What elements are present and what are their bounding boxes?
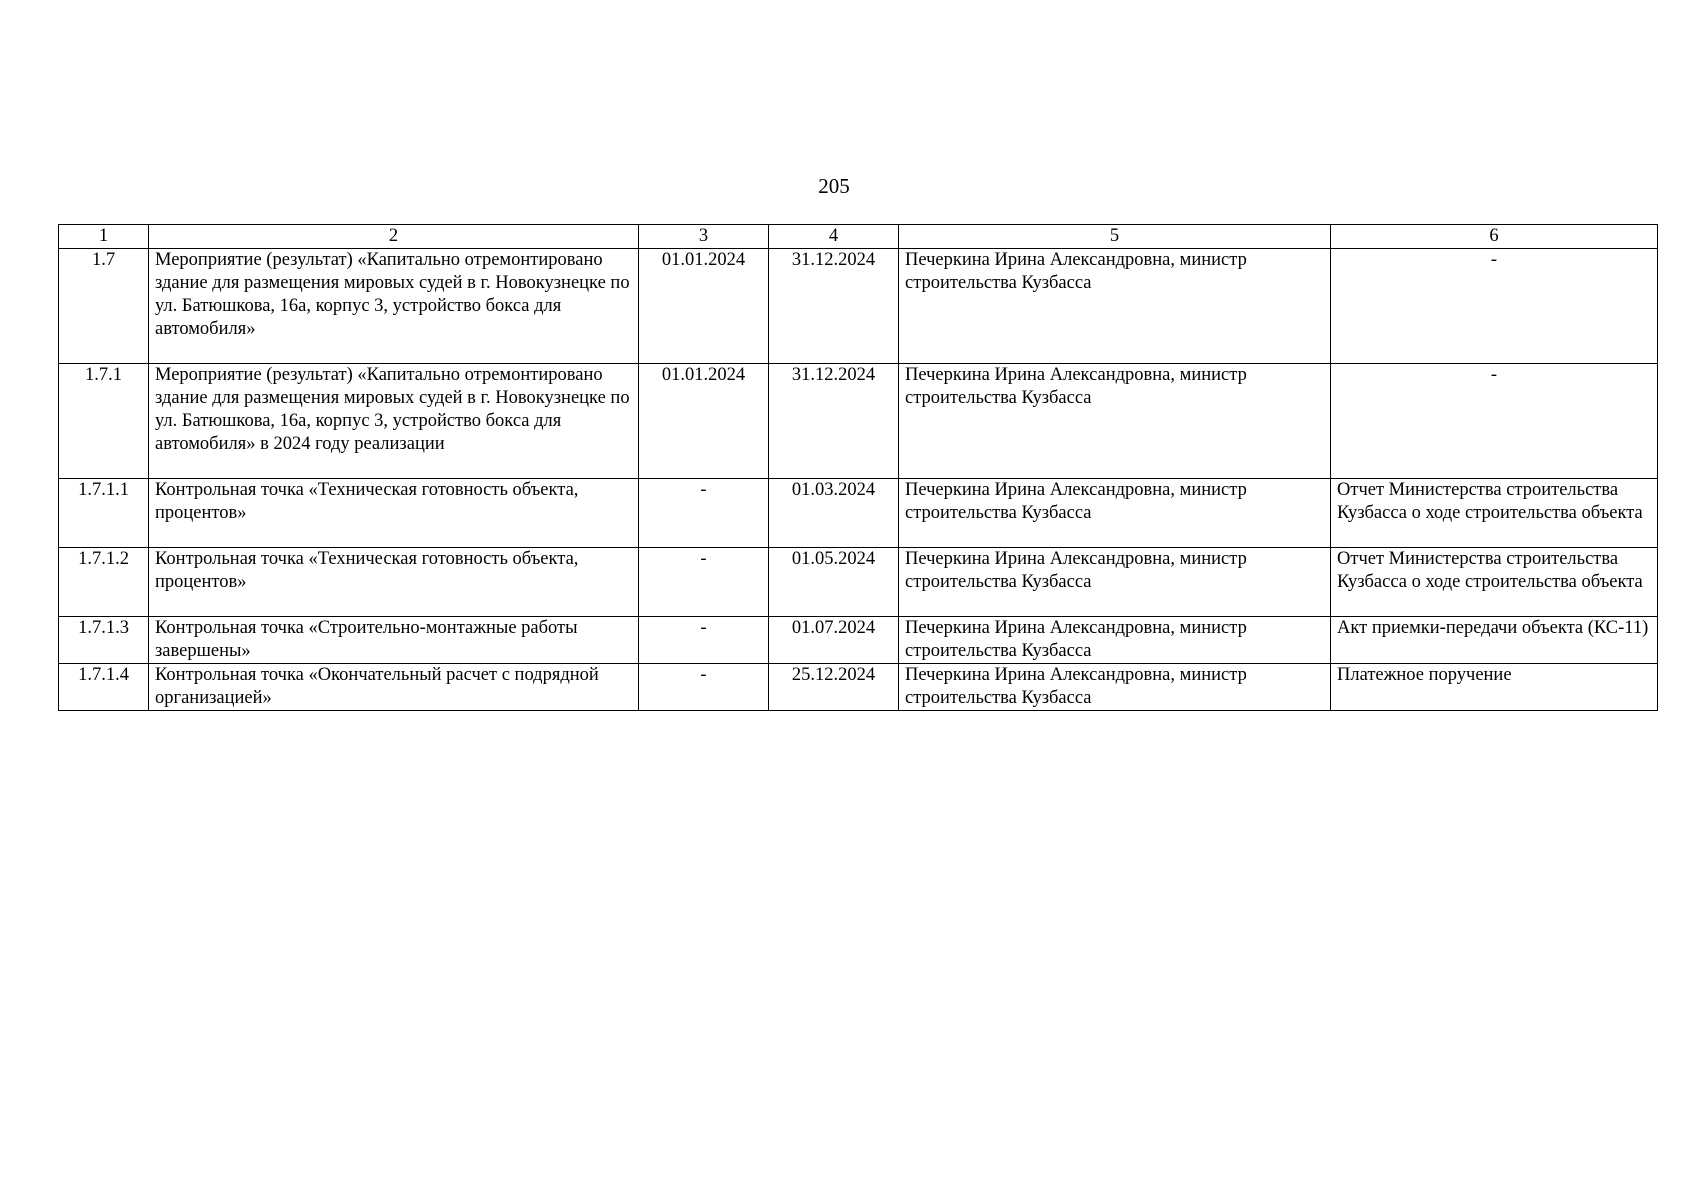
item-number: 1.7.1 — [59, 364, 149, 479]
start-date: - — [639, 548, 769, 617]
end-date: 25.12.2024 — [769, 664, 899, 711]
table-row — [59, 364, 1658, 479]
end-date: 31.12.2024 — [769, 364, 899, 479]
end-date: 01.03.2024 — [769, 479, 899, 548]
column-header: 6 — [1331, 225, 1658, 249]
table-row — [59, 249, 1658, 364]
result-document: Акт приемки-передачи объекта (КС-11) — [1331, 617, 1658, 664]
result-document: - — [1331, 364, 1658, 479]
result-document: Отчет Министерства строительства Кузбасса о ходе строительства объекта — [1331, 548, 1658, 617]
table-row — [59, 617, 1658, 664]
item-description: Контрольная точка «Строительно-монтажные работы завершены» — [149, 617, 639, 664]
column-header: 3 — [639, 225, 769, 249]
end-date: 01.05.2024 — [769, 548, 899, 617]
item-number: 1.7 — [59, 249, 149, 364]
start-date: - — [639, 479, 769, 548]
result-document: Отчет Министерства строительства Кузбасса о ходе строительства объекта — [1331, 479, 1658, 548]
result-document: Платежное поручение — [1331, 664, 1658, 711]
responsible-person: Печеркина Ирина Александровна, министр строительства Кузбасса — [899, 664, 1331, 711]
end-date: 01.07.2024 — [769, 617, 899, 664]
responsible-person: Печеркина Ирина Александровна, министр строительства Кузбасса — [899, 364, 1331, 479]
start-date: 01.01.2024 — [639, 249, 769, 364]
column-header: 5 — [899, 225, 1331, 249]
item-number: 1.7.1.2 — [59, 548, 149, 617]
item-number: 1.7.1.1 — [59, 479, 149, 548]
result-document: - — [1331, 249, 1658, 364]
responsible-person: Печеркина Ирина Александровна, министр строительства Кузбасса — [899, 617, 1331, 664]
table-row — [59, 479, 1658, 548]
item-number: 1.7.1.4 — [59, 664, 149, 711]
item-number: 1.7.1.3 — [59, 617, 149, 664]
responsible-person: Печеркина Ирина Александровна, министр строительства Кузбасса — [899, 249, 1331, 364]
table-header-row — [59, 225, 1658, 249]
item-description: Контрольная точка «Техническая готовность объекта, процентов» — [149, 548, 639, 617]
column-header: 4 — [769, 225, 899, 249]
table-row — [59, 548, 1658, 617]
start-date: 01.01.2024 — [639, 364, 769, 479]
item-description: Контрольная точка «Техническая готовность объекта, процентов» — [149, 479, 639, 548]
column-header: 1 — [59, 225, 149, 249]
start-date: - — [639, 617, 769, 664]
plan-table — [58, 224, 1658, 711]
item-description: Мероприятие (результат) «Капитально отремонтировано здание для размещения мировых судей в г. Новокузнецке по ул. Батюшкова, 16а, корпус 3, устройство бокса для автомобиля» — [149, 249, 639, 364]
table-row — [59, 664, 1658, 711]
page-number: 205 — [818, 174, 850, 198]
item-description: Контрольная точка «Окончательный расчет с подрядной организацией» — [149, 664, 639, 711]
responsible-person: Печеркина Ирина Александровна, министр строительства Кузбасса — [899, 479, 1331, 548]
item-description: Мероприятие (результат) «Капитально отремонтировано здание для размещения мировых судей в г. Новокузнецке по ул. Батюшкова, 16а, корпус 3, устройство бокса для автомобиля» в 2024 году реализации — [149, 364, 639, 479]
column-header: 2 — [149, 225, 639, 249]
start-date: - — [639, 664, 769, 711]
responsible-person: Печеркина Ирина Александровна, министр строительства Кузбасса — [899, 548, 1331, 617]
end-date: 31.12.2024 — [769, 249, 899, 364]
